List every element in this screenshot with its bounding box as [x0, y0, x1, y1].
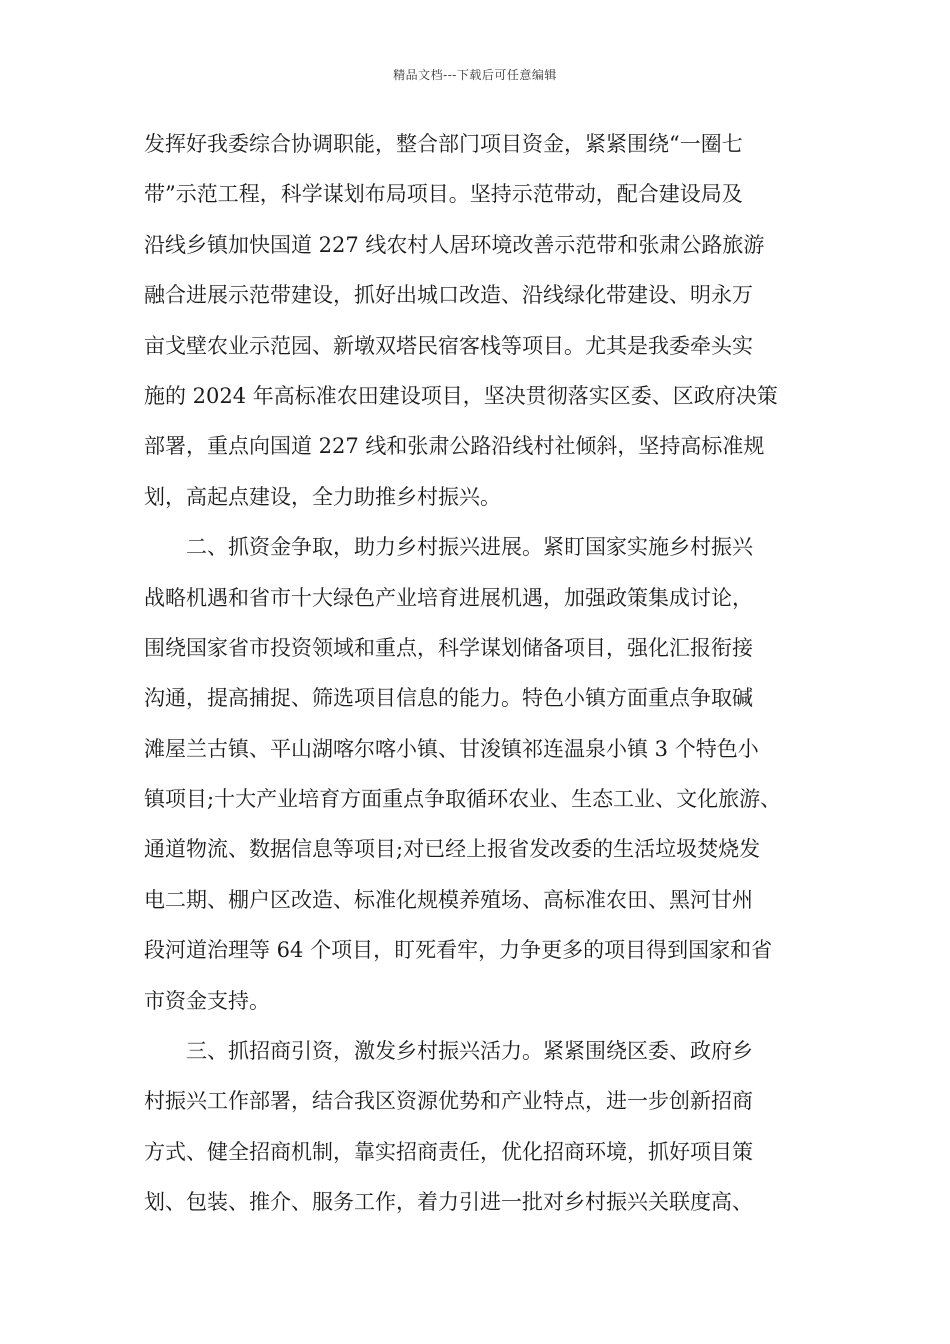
text-line: 市资金支持。 — [144, 988, 270, 1013]
text-line: 二、抓资金争取，助力乡村振兴进展。紧盯国家实施乡村振兴 — [144, 535, 753, 560]
text-line: 施的 2024 年高标准农田建设项目，坚决贯彻落实区委、区政府决策 — [144, 383, 778, 408]
text-line: 战略机遇和省市十大绿色产业培育进展机遇，加强政策集成讨论， — [144, 585, 753, 610]
text-line: 划，高起点建设，全力助推乡村振兴。 — [144, 484, 501, 509]
text-line: 融合进展示范带建设，抓好出城口改造、沿线绿化带建设、明永万 — [144, 283, 753, 308]
text-line: 村振兴工作部署，结合我区资源优势和产业特点，进一步创新招商 — [144, 1089, 753, 1114]
text-line: 滩屋兰古镇、平山湖喀尔喀小镇、甘浚镇祁连温泉小镇 3 个特色小 — [144, 736, 759, 761]
text-line: 围绕国家省市投资领域和重点，科学谋划储备项目，强化汇报衔接 — [144, 635, 753, 660]
text-line: 带”示范工程，科学谋划布局项目。坚持示范带动，配合建设局及 — [144, 182, 743, 207]
text-line: 沿线乡镇加快国道 227 线农村人居环境改善示范带和张肃公路旅游 — [144, 232, 765, 257]
text-line: 三、抓招商引资，激发乡村振兴活力。紧紧围绕区委、政府乡 — [144, 1039, 753, 1064]
page-header: 精品文档---下载后可任意编辑 — [393, 68, 557, 82]
text-line: 方式、健全招商机制，靠实招商责任，优化招商环境，抓好项目策 — [144, 1139, 753, 1164]
text-line: 电二期、棚户区改造、标准化规模养殖场、高标准农田、黑河甘州 — [144, 887, 753, 912]
text-line: 段河道治理等 64 个项目，盯死看牢，力争更多的项目得到国家和省 — [144, 938, 773, 963]
text-line: 发挥好我委综合协调职能，整合部门项目资金，紧紧围绕“一圈七 — [144, 132, 743, 156]
text-line: 亩戈壁农业示范园、新墩双塔民宿客栈等项目。尤其是我委牵头实 — [144, 333, 753, 358]
text-line: 部署，重点向国道 227 线和张肃公路沿线村社倾斜，坚持高标准规 — [144, 434, 765, 459]
body-text — [144, 124, 806, 1233]
text-line: 划、包装、推介、服务工作，着力引进一批对乡村振兴关联度高、 — [144, 1190, 753, 1215]
text-line: 通道物流、数据信息等项目;对已经上报省发改委的生活垃圾焚烧发 — [144, 837, 761, 862]
text-line: 镇项目;十大产业培育方面重点争取循环农业、生态工业、文化旅游、 — [144, 787, 782, 812]
text-line: 沟通，提高捕捉、筛选项目信息的能力。特色小镇方面重点争取碱 — [144, 686, 753, 711]
